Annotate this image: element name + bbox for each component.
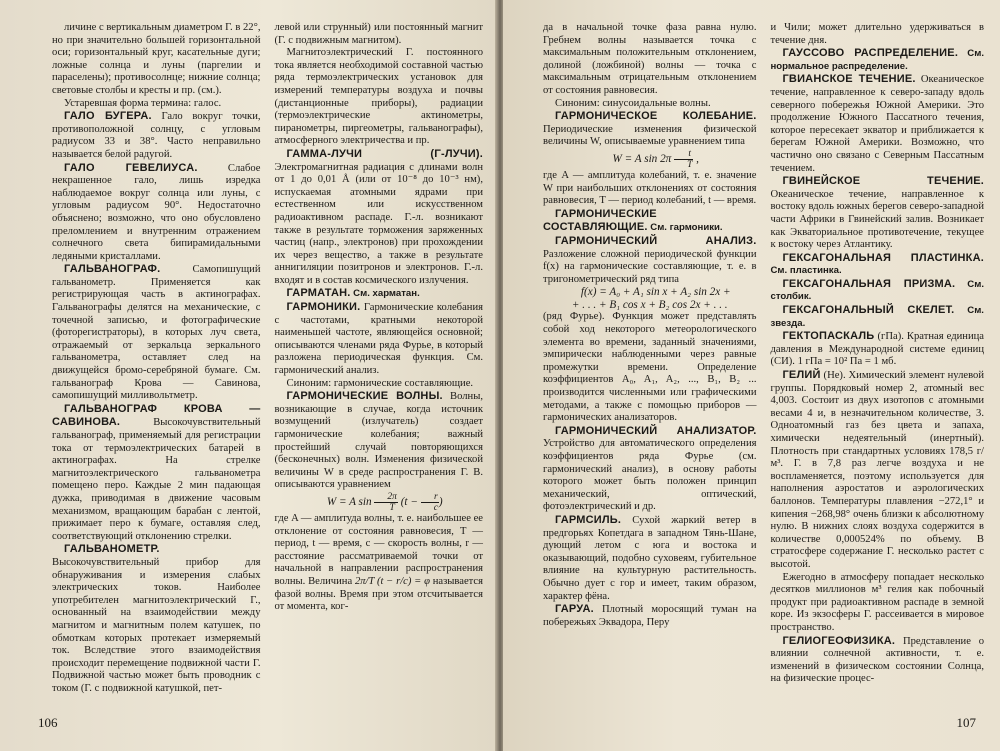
entry-term: ГЕЛИОГЕОФИЗИКА.: [782, 634, 896, 647]
entry-text: (Не). Химический элемент нулевой группы. Порядковый номер 2, атомный вес 4,003. Состоит из двух изотопов с атомными весами 4 и, в незначительном количестве, 3. Одноатомный газ без цвета и запаха, химически недеятельный (инертный). Плотность при стандартных условиях 178,5 г/м³. Г. в 7,8 раз легче воздуха и не воспламеняется, поэтому используется для наполнения аэростатов и аэрологических баллонов. Температуры плавления −272,1° и кипения −268,98° очень близки к абсолютному нулю. В нижних слоях воздуха содержится в количестве 0,000524% по объему. В стратосфере содержание Г. несколько растет с высотой.: [770, 370, 984, 570]
entry-term: ГАРУА.: [555, 603, 594, 616]
dictionary-entry: [52, 263, 261, 403]
dictionary-entry: [771, 73, 985, 175]
paragraph: [52, 22, 261, 98]
dictionary-entry: [771, 304, 985, 330]
right-column-2: [770, 22, 985, 685]
entry-term: ГЕКСАГОНАЛЬНАЯ ПРИЗМА.: [782, 277, 956, 290]
entry-term: ГАРМОНИЧЕСКИЕ ВОЛНЫ.: [286, 390, 443, 403]
entry-text: левой или струнный) или постоянный магнит (Г. с подвижным магнитом).: [274, 22, 483, 46]
entry-term: ГАРМОНИЧЕСКИЙ АНАЛИЗ.: [555, 234, 757, 247]
paragraph: [275, 513, 484, 614]
entry-text: и Чили; может длительно удерживаться в течение дня.: [770, 22, 984, 46]
entry-text: Синоним: синусоидальные волны.: [555, 97, 711, 109]
cross-reference: См. столбик.: [770, 278, 984, 303]
formula-phase: 2π/T (t − r/c) = φ: [352, 575, 433, 587]
dictionary-entry: [543, 425, 757, 514]
entry-text: Электромагнитная радиация с длинами волн от 1 до 0,01 Å (или от 10⁻⁸ до 10⁻³ нм), испускаемая атомными ядрами при естественном или искусственном радиоактивном распаде. Г.-л. возникают также в результате торможения заряженных частиц (напр., электронов) при прохождении их через вещество, а также в результате аннигиляции позитронов и электронов. Г.-л. входят и в состав космического излучения.: [274, 161, 483, 286]
cross-reference: См. пластинка.: [770, 265, 842, 277]
fraction: $\frac{t}{T}$: [674, 149, 693, 170]
paragraph: [275, 22, 484, 47]
dictionary-entry: [52, 403, 261, 544]
entry-term: ГЕКСАГОНАЛЬНЫЙ СКЕЛЕТ.: [782, 304, 955, 317]
page-number-left: 106: [38, 715, 58, 730]
dictionary-entry: [52, 110, 261, 161]
formula-osc: W = A sin 2π $\frac{t}{T}$ ,: [612, 148, 699, 170]
entry-text: где A — амплитуда колебаний, т. е. значение W при наибольших отклонениях от состояния равновесия, T — период колебаний, t — время.: [543, 169, 757, 207]
paragraph: [543, 22, 757, 98]
cross-reference: См. гармоники.: [650, 222, 723, 234]
formula-fourier: f(x) = A₀ + A₁ sin x + A₂ sin 2x + + . . . + B₁ cos x + B₂ cos 2x + . . .: [571, 286, 731, 311]
entry-term: ГАЛО БУГЕРА.: [64, 110, 152, 123]
cross-reference: См. звезда.: [770, 305, 984, 329]
entry-text: (гПа). Кратная единица давления в Международной системе единиц (СИ). 1 гПа = 10² Па = 1 мб.: [770, 331, 984, 368]
dictionary-entry: [543, 514, 757, 603]
entry-term: ГАЛЬВАНОМЕТР.: [64, 543, 160, 556]
dictionary-entry: [275, 390, 484, 492]
entry-text: Ежегодно в атмосферу попадает несколько десятков миллионов м³ гелия как побочный продукт при радиоактивном распаде в земной коре. Из экзосферы Г. рассеивается в мировое пространство.: [770, 571, 984, 633]
cross-reference: См. харматан.: [353, 288, 420, 300]
entry-text: Представление о влиянии солнечной активности, т. е. изменений в физическом состоянии Солнца, на физические процес-: [770, 635, 984, 685]
paragraph: [52, 98, 261, 111]
dictionary-entry: [52, 543, 261, 695]
paragraph: [275, 378, 484, 391]
dictionary-entry: [543, 603, 757, 629]
entry-text: да в начальной точке фаза равна нулю. Гребнем волны называется точка с максимальным положительным отклонением, долиной (ложбиной) волны — точка с максимальным отрицательным отклонением от состояния равновесия.: [543, 22, 757, 96]
paragraph: [275, 47, 484, 148]
entry-text: Самопишущий гальванометр. Применяется как регистрирующая часть в актинографах. Гальванографы делятся на механические, с точечной записью, и фотографические (фоторегистраторы), в которых луч света, отражаемый от зеркальца зеркального гальванометра, оставляет след на движущейся бромо-серебряной бумаге. См. гальванограф Крова — Савинова, самопишущий милливольтметр.: [52, 264, 261, 402]
entry-term: ГВИНЕЙСКОЕ ТЕЧЕНИЕ.: [782, 175, 984, 188]
entry-term: ГАРМОНИКИ.: [286, 301, 361, 314]
entry-text: Гармонические колебания с частотами, кратными некоторой наименьшей частоте, являющейся основной; описываются членами ряда Фурье, в который разложена периодическая функция. См. гармонический анализ.: [274, 302, 483, 377]
dictionary-entry: [543, 110, 757, 149]
entry-text: Слабое некрашенное гало, лишь изредка наблюдаемое вокруг солнца или луны, с угловым радиусом 90°. Недостаточно объяснено; возможно, что оно обусловлено преломлением и внутренним отражением солнечного света бипирамидальными ледяными кристаллами.: [52, 162, 261, 262]
dictionary-entry: [275, 301, 484, 378]
entry-text: Сухой жаркий ветер в предгорьях Копетдага в западном Тянь-Шане, дующий летом с юга и востока и оказывающий, подобно суховеям, губительное влияние на культурную растительность. Обычно дует с гор и имеет, таким образом, характер фёна.: [543, 514, 757, 602]
entry-term: ГАММА-ЛУЧИ (Γ-ЛУЧИ).: [286, 147, 483, 160]
dictionary-entry: [52, 162, 261, 264]
entry-term: ГАЛО ГЕВЕЛИУСА.: [64, 161, 198, 174]
entry-term: ГАЛЬВАНОГРАФ.: [64, 263, 161, 276]
entry-term: ГАРМОНИЧЕСКИЙ АНАЛИЗАТОР.: [555, 424, 757, 437]
entry-text: Высокочувствительный гальванограф, применяемый для регистрации тока от термоэлектрических батарей в актинографах. На стрелке магнитоэлектрического гальванометра помещено перо. Каждые 2 мин падающая дужка, приводимая в движение часовым механизмом, вращающим барабан с лентой, прижимает перо к бумаге, оставляя след, соответствующий отклонению стрелки.: [52, 417, 261, 542]
dictionary-entry: [771, 330, 985, 369]
formula-wave: W = A sin $\frac{2\pi}{T}$ (t − $\frac{r}{c}$ ): [326, 491, 443, 513]
fraction: $\frac{r}{c}$: [421, 492, 439, 513]
entry-text: Разложение сложной периодической функции f(x) на гармонические составляющие, т. е. в тригонометрический ряд типа: [543, 248, 757, 285]
paragraph: [543, 311, 757, 424]
left-column-1: [52, 22, 261, 694]
dictionary-entry: [275, 287, 484, 301]
entry-term: ГАРМОНИЧЕСКОЕ КОЛЕБАНИЕ.: [555, 110, 757, 123]
entry-text: Высокочувствительный прибор для обнаруживания и измерения слабых электрических токов. Наиболее употребителен магнитоэлектрический Г., основанный на взаимодействии между магнитом и магнитным полем катушек, по обмоткам которых протекает измеряемый ток. Вследствие этого взаимодействия происходит перемещение подвижной части Г. Подвижной частью может быть проводник с током (Г. с подвижной катушкой, пет-: [52, 556, 261, 694]
entry-text: Синоним: гармонические составляющие.: [286, 377, 474, 389]
right-column-1: [543, 22, 757, 672]
entry-text: Океаническое течение, направленное к востоку вдоль южных берегов северо-западной части Африки в Гвинейский залив. Возникает как Экваториальное противотечение, текущее к востоку через Атлантику.: [770, 188, 984, 251]
entry-text: Океаническое течение, направленное к северо-западу вдоль северного побережья Южной Америки. Это продолжение Южного Пассатного течения, которое пересекает экватор и приближается к берегам Южной Америки. Возможно, что частично оно связано с Северным Пассатным течением.: [770, 74, 984, 174]
entry-text: Плотный моросящий туман на побережьях Эквадора, Перу: [543, 604, 757, 628]
paragraph: [771, 22, 985, 47]
left-page: [0, 0, 497, 751]
entry-text: (ряд Фурье). Функция может представлять собой ход некоторого метеорологического элемента во времени, заданный значениями, эмпирически наблюденными через равные промежутки времени. Определение коэффициентов A₀, A₁, A₂, ..., B₁, B₂ ... производится численными или графическими методами, а также с помощью приборов — гармонических анализаторов.: [543, 311, 757, 424]
entry-text: Устройство для автоматического определения коэффициентов ряда Фурье (см. гармонический анализ), в основу работы которого может быть положен принцип механический, оптический, фотоэлектрический и др.: [543, 438, 757, 513]
entry-term: ГАЛЬВАНОГРАФ КРОВА — САВИНОВА.: [52, 402, 261, 429]
entry-term: ГВИАНСКОЕ ТЕЧЕНИЕ.: [782, 73, 916, 86]
paragraph: [771, 572, 985, 635]
dictionary-entry: [543, 235, 757, 286]
dictionary-entry: [771, 47, 985, 73]
dictionary-entry: [771, 175, 985, 252]
entry-text: где A — амплитуда волны, т. е. наибольшее ее отклонение от состояния равновесия, T — период, t — время, c — скорость волны, r — расстояние рассматриваемой точки от начальной в направлении распространения волны. Величина: [274, 512, 483, 587]
entry-text: Периодические изменения физической величины W, описываемые уравнением типа: [543, 123, 757, 148]
cross-reference: См. нормальное распределение.: [770, 48, 984, 72]
dictionary-entry: [275, 148, 484, 288]
entry-term: ГАУССОВО РАСПРЕДЕЛЕНИЕ.: [782, 47, 959, 60]
entry-term: ГАРМАТАН.: [286, 287, 351, 300]
entry-text: личине с вертикальным диаметром Г. в 22°, но при значительно большей горизонтальной оси; горизонтальный круг, касательные дуги; ложные солнца и луны (паргелии и параселены); противосолнце; нижние солнца; световые столбы и кресты и пр. (см.).: [52, 22, 261, 96]
page-number-right: 107: [956, 715, 976, 730]
entry-term: ГАРМСИЛЬ.: [555, 513, 622, 526]
dictionary-entry: [771, 278, 985, 304]
paragraph: [543, 170, 757, 208]
entry-term: ГЕЛИЙ: [782, 369, 821, 382]
dictionary-entry: [543, 208, 757, 235]
left-column-2: [275, 22, 484, 672]
entry-term: ГЕКТОПАСКАЛЬ: [782, 330, 875, 343]
right-page: [503, 0, 1000, 751]
dictionary-entry: [771, 635, 985, 686]
entry-text: Магнитоэлектрический Г. постоянного тока является необходимой составной частью ряда термоэлектрических установок для измерений температуры воздуха и почвы (дистанционные приборы), радиации (термоэлектрические актинометры, пиранометры, пиргеометры, гальванографы), атмосферного электричества и пр.: [274, 47, 483, 147]
dictionary-entry: [771, 252, 985, 278]
paragraph: [543, 98, 757, 111]
entry-text: Устаревшая форма термина: галос.: [64, 97, 222, 109]
fraction: $\frac{2\pi}{T}$: [374, 492, 398, 513]
entry-text: Гало вокруг точки, противоположной солнцу, с угловым радиусом 33 и 38°. Часто неправильно называется белой радугой.: [52, 111, 261, 160]
entry-text-tail: называется фазой волны. Время при этом отсчитывается от момента, ког-: [274, 575, 483, 613]
entry-term: ГЕКСАГОНАЛЬНАЯ ПЛАСТИНКА.: [782, 251, 984, 264]
entry-text: Волны, возникающие в случае, когда источник возмущений (излучатель) создает гармонические колебания; важный простейший случай повторяющихся (бесконечных) волн. Изменения физической величины W в среде распространения Г. В. описываются уравнением: [274, 391, 483, 491]
entry-term: ГАРМОНИЧЕСКИЕ СОСТАВЛЯЮЩИЕ.: [543, 207, 657, 234]
dictionary-entry: [771, 369, 985, 572]
